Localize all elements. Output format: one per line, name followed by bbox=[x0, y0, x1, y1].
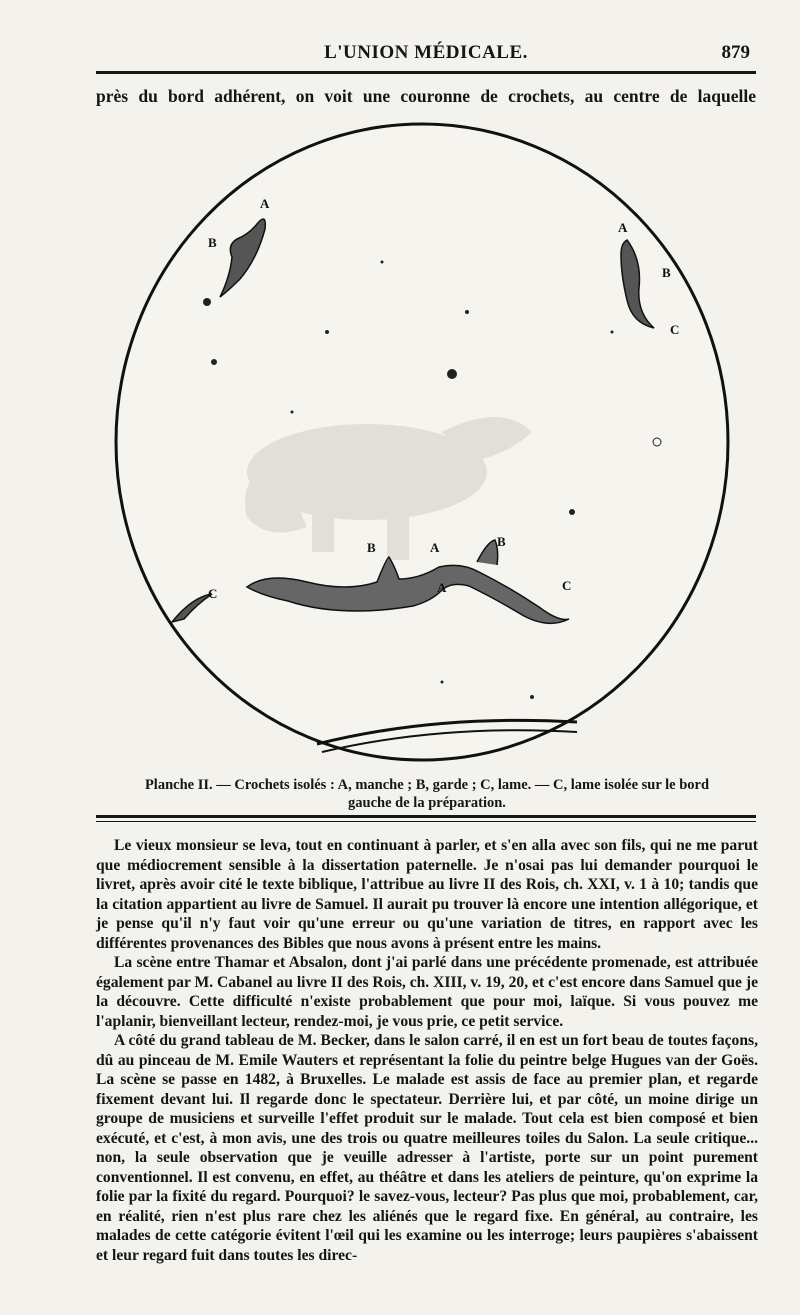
label-b-bottom-right: B bbox=[497, 534, 506, 549]
running-header bbox=[96, 38, 756, 68]
label-b-right: B bbox=[662, 265, 671, 280]
label-c-right: C bbox=[670, 322, 680, 337]
caption-rule-top bbox=[96, 815, 756, 818]
caption-line-1: Planche II. — Crochets isolés : A, manche ; B, garde ; C, lame. — C, lame isolée sur le bord bbox=[144, 777, 710, 793]
label-c-left-edge: C bbox=[208, 586, 218, 601]
paragraph-3: A côté du grand tableau de M. Becker, dans le salon carré, il en est un fort beau de toutes façons, dû au pinceau de M. Emile Wauters et représentant la folie du peintre belge Hugues van der Goës. La scène se passe en 1482, à Bruxelles. Le malade est assis de face au premier plan, et regarde fixement devant lui. Il regarde donc le spectateur. Derrière lui, et par côté, un moine dirige un groupe de musiciens et surveille l'effet produit sur le malade. Tout cela est bien composé et bien exécuté, et c'est, à mon avis, une des trois ou quatre meilleures toiles du Salon. La seule critique... non, la seule observation que je veuille adresser à l'artiste, porte sur un point purement conventionnel. Il est convenu, en effet, au théâtre et dans les ateliers de peinture, qu'on exprime la folie par la fixité du regard. Pourquoi? le savez-vous, lecteur? Pas plus que moi, probablement, car, en réalité, rien n'est plus rare chez les aliénés que le regard fixe. En général, au contraire, les malades de cette catégorie évitent l'œil qui les examine ou les interroge; leurs paupières s'abaissent et leur regard fuit dans toutes les direc- bbox=[96, 1032, 758, 1264]
journal-title: L'UNION MÉDICALE. bbox=[324, 42, 528, 63]
label-a-right: A bbox=[618, 220, 628, 235]
continued-line: près du bord adhérent, on voit une couronne de crochets, au centre de laquelle bbox=[96, 86, 756, 106]
label-a-left: A bbox=[260, 196, 270, 211]
paragraph-2: La scène entre Thamar et Absalon, dont j'ai parlé dans une précédente promenade, est attribuée également par M. Cabanel au livre II des Rois, ch. XIII, v. 19, 20, et c'est encore dans Samuel que je la découvre. Cette difficulté n'existe probablement que pour moi, laïque. Si vous pouvez me l'aplanir, bienveillant lecteur, rendez-moi, je vous prie, ce petit service. bbox=[96, 954, 758, 1030]
caption-line-2: gauche de la préparation. bbox=[348, 795, 506, 811]
label-b-bottom-left: B bbox=[367, 540, 376, 555]
label-a-bottom: A bbox=[430, 540, 440, 555]
label-c-bottom-right: C bbox=[562, 578, 572, 593]
microscope-plate bbox=[112, 112, 738, 764]
page-number: 879 bbox=[721, 42, 750, 63]
label-a-bottom-lower: A bbox=[437, 580, 447, 595]
paragraph-1: Le vieux monsieur se leva, tout en continuant à parler, et s'en alla avec son fils, qui ne me parut que médiocrement sensible à la dissertation paternelle. Je n'osai pas lui demander pourquoi le livret, après avoir cité le texte biblique, l'attribue au livre II des Rois, ch. XXI, v. 1 à 10; tandis que la citation appartient au livre de Samuel. Il aurait pu trouver là encore une intention allégorique, et je pense qu'il n'y faut voir qu'une erreur ou qu'une variation de titres, en rapport avec les différentes provenances des Bibles que nous avons à présent entre les mains. bbox=[96, 837, 758, 952]
article-body bbox=[96, 836, 758, 1265]
plate-caption bbox=[112, 776, 742, 812]
label-b-left: B bbox=[208, 235, 217, 250]
caption-rule-bottom bbox=[96, 821, 756, 822]
header-rule bbox=[96, 71, 756, 74]
